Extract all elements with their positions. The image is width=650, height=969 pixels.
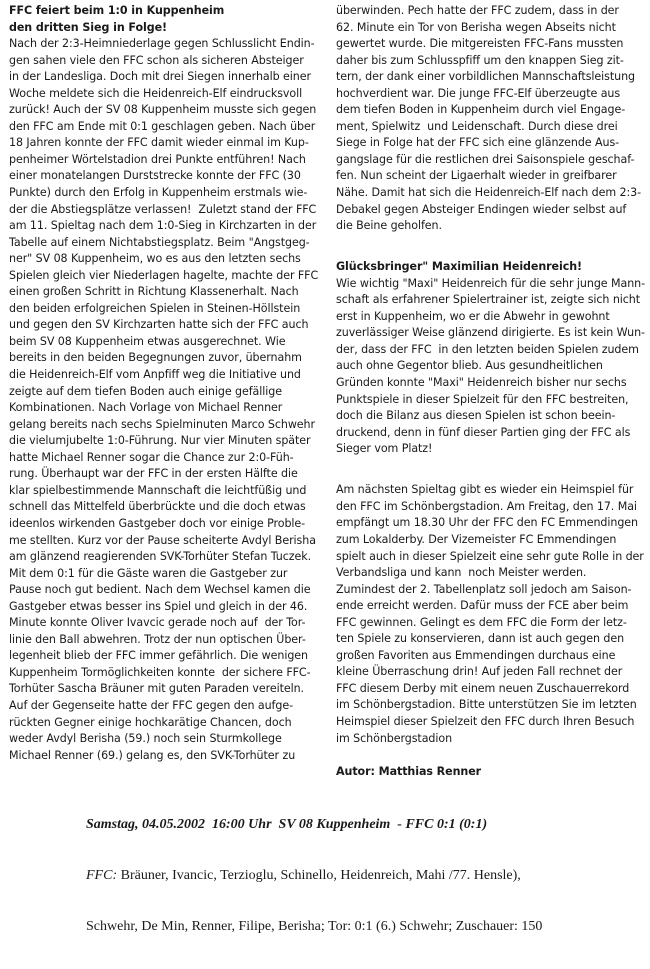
body-text-line: ten Spiele zu konservieren, dann ist auch gegen den xyxy=(336,632,625,646)
body-text-line: me stellten. Kurz vor der Pause scheiterte Avdyl Berisha xyxy=(9,533,316,547)
body-text-line: Debakel gegen Absteiger Endingen wieder selbst auf xyxy=(336,202,627,216)
body-text-line: Punkte) durch den Erfolg in Kuppenheim erstmals wie- xyxy=(9,186,308,200)
body-text-line: kleine Überraschung drin! Auf jeden Fall rechnet der xyxy=(336,665,623,679)
body-text-line: ment, Spielwitz und Leidenschaft. Durch diese drei xyxy=(336,119,618,133)
body-text-line: Michael Renner (69.) gelang es, den SVK-Torhüter zu xyxy=(9,748,296,762)
body-text-line: der die Abstiegsplätze verlassen! Zuletzt stand der FFC xyxy=(9,202,317,216)
body-text-line: fen. Nun scheint der Ligaerhalt wieder in greifbarer xyxy=(336,169,617,183)
body-text-line: tern, der dank einer vorbildlichen Mannschaftsleistung xyxy=(336,70,635,84)
body-text-line: überwinden. Pech hatte der FFC zudem, dass in der xyxy=(336,4,619,17)
lineup-line-1: Bräuner, Ivancic, Terzioglu, Schinello, Heidenreich, Mahi /77. Hensle), xyxy=(117,868,521,883)
body-text-line: bereits in den beiden Begegnungen zuvor, übernahm xyxy=(9,351,302,365)
body-text-line: am 11. Spieltag nach dem 1:0-Sieg in Kirchzarten in der xyxy=(9,219,317,233)
right-column xyxy=(336,3,648,780)
body-text-line: legenheit blieb der FFC immer gefährlich. Die wenigen xyxy=(9,649,308,663)
body-text-line: Pause noch gut bedient. Nach dem Wechsel kamen die xyxy=(9,583,311,597)
body-text-line: 18 Jahren konnte der FFC damit wieder einmal im Kup- xyxy=(9,136,309,150)
body-text-line: der, dass der FFC in den letzten beiden Spielen zudem xyxy=(336,342,639,356)
body-text-line: die Heidenreich-Elf vom Anpfiff weg die Initiative und xyxy=(9,368,301,382)
body-text-line: Punktspiele in dieser Spielzeit für den FFC bestreiten, xyxy=(336,392,629,406)
body-text-line: die vielumjubelte 1:0-Führung. Nur vier Minuten später xyxy=(9,434,311,448)
subheadline: Glücksbringer" Maximilian Heidenreich! xyxy=(336,260,583,274)
body-text-line: gewertet wurde. Die mitgereisten FFC-Fans mussten xyxy=(336,37,624,51)
body-text-line: Heimspiel dieser Spielzeit den FFC durch Ihren Besuch xyxy=(336,714,635,728)
body-text-line: Auf der Gegenseite hatte der FFC gegen den aufge- xyxy=(9,698,293,712)
body-text-line: gelang bereits nach sechs Spielminuten Marco Schwehr xyxy=(9,417,315,431)
body-text-line: penheimer Wörtelstadion drei Punkte entführen! Nach xyxy=(9,152,306,166)
body-text-line: Siege in Folge hat der FFC sich eine glänzende Aus- xyxy=(336,136,620,150)
body-text-line: ende erreicht werden. Dafür muss der FCE aber beim xyxy=(336,599,629,613)
ffc-label: FFC: xyxy=(86,868,118,883)
body-text-line: zuverlässiger Weise glänzend dirigierte. Es ist kein Wun- xyxy=(336,326,645,340)
body-text-line: gangslage für die restlichen drei Saisonspiele geschaf- xyxy=(336,152,635,166)
left-body-text xyxy=(9,36,325,764)
right-body-text-3 xyxy=(336,482,648,747)
body-text-line: empfängt um 18.30 Uhr der FFC den FC Emmendingen xyxy=(336,516,638,530)
match-fixture: SV 08 Kuppenheim - FFC 0:1 (0:1) xyxy=(278,817,488,832)
body-text-line: die Beine geholfen. xyxy=(336,219,442,233)
body-text-line: zurück! Auch der SV 08 Kuppenheim musste sich gegen xyxy=(9,103,317,117)
body-text-line: Verbandsliga und kann noch Meister werden. xyxy=(336,566,587,580)
match-info-line-2 xyxy=(86,867,646,884)
body-text-line: hatte Michael Renner sogar die Chance zur 2:0-Füh- xyxy=(9,450,294,464)
match-date-time: Samstag, 04.05.2002 16:00 Uhr xyxy=(86,817,272,832)
body-text-line: einen großen Schritt in Richtung Klassenerhalt. Nach xyxy=(9,285,299,299)
body-text-line: großen Favoriten aus Emmendingen durchaus eine xyxy=(336,648,616,662)
body-text-line: dem tiefen Boden in Kuppenheim durch viel Engage- xyxy=(336,103,626,117)
body-text-line: schaft als erfahrener Spielertrainer ist, zeigte sich nicht xyxy=(336,293,641,307)
body-text-line: zum Lokalderby. Der Vizemeister FC Emmendingen xyxy=(336,532,617,546)
left-column xyxy=(9,3,325,764)
body-text-line: Kuppenheim Tormöglichkeiten konnte der sichere FFC- xyxy=(9,665,311,679)
body-text-line: doch die Bilanz aus diesen Spielen ist schon beein- xyxy=(336,409,616,423)
body-text-line: hochverdient war. Die junge FFC-Elf überzeugte aus xyxy=(336,86,621,100)
body-text-line: gen sahen viele den FFC schon als sicheren Absteiger xyxy=(9,53,304,67)
headline-line-1: FFC feiert beim 1:0 in Kuppenheim xyxy=(9,4,225,17)
match-info-line-1 xyxy=(86,816,646,833)
body-text-line: auch ohne Gegentor blieb. Aus gesundheitlichen xyxy=(336,359,603,373)
body-text-line: am glänzend reagierenden SVK-Torhüter Stefan Tuczek. xyxy=(9,550,312,564)
right-body-text-1 xyxy=(336,3,648,235)
body-text-line: Gastgeber etwas besser ins Spiel und gleich in der 46. xyxy=(9,599,308,613)
body-text-line: beim SV 08 Kuppenheim etwas ausgerechnet. Wie xyxy=(9,334,286,348)
body-text-line: Sieger vom Platz! xyxy=(336,442,433,456)
body-text-line: Nach der 2:3-Heimniederlage gegen Schlusslicht Endin- xyxy=(9,37,315,51)
body-text-line: Nähe. Damit hat sich die Heidenreich-Elf nach dem 2:3- xyxy=(336,186,642,200)
body-text-line: zeigte auf dem tiefen Boden auch einige gefällige xyxy=(9,384,282,398)
body-text-line: FFC diesem Derby mit einem neuen Zuschauerrekord xyxy=(336,681,630,695)
body-text-line: Am nächsten Spieltag gibt es wieder ein Heimspiel für xyxy=(336,483,634,497)
body-text-line: und gegen den SV Kirchzarten hatte sich der FFC auch xyxy=(9,318,309,332)
body-text-line: klar spielbestimmende Mannschaft die leichtfüßig und xyxy=(9,483,307,497)
body-text-line: FFC gewinnen. Gelingt es dem FFC die Form der letz- xyxy=(336,615,627,629)
body-text-line: schnell das Mittelfeld überbrückte und die doch etwas xyxy=(9,500,306,514)
body-text-line: Torhüter Sascha Bräuner mit guten Paraden vereiteln. xyxy=(9,682,305,696)
body-text-line: 62. Minute ein Tor von Berisha wegen Abseits nicht xyxy=(336,20,616,34)
body-text-line: Spielen gleich vier Niederlagen hagelte, machte der FFC xyxy=(9,268,319,282)
match-info xyxy=(86,782,646,969)
body-text-line: erst in Kuppenheim, wo er die Abwehr in gewohnt xyxy=(336,309,610,323)
body-text-line: daher bis zum Schlusspfiff um den knappen Sieg zit- xyxy=(336,53,624,67)
body-text-line: Woche meldete sich die Heidenreich-Elf eindrucksvoll xyxy=(9,86,303,100)
body-text-line: linie den Ball abwehren. Trotz der nun optischen Über- xyxy=(9,632,306,646)
body-text-line: Tabelle auf einem Nichtabstiegsplatz. Beim "Angstgeg- xyxy=(9,235,310,249)
body-text-line: einer monatelangen Durststrecke konnte der FFC (30 xyxy=(9,169,301,183)
body-text-line: ideenlos wirkenden Gastgeber doch vor einige Proble- xyxy=(9,516,306,530)
body-text-line: druckend, denn in fünf dieser Partien ging der FFC als xyxy=(336,425,631,439)
body-text-line: im Schönbergstadion xyxy=(336,731,453,745)
body-text-line: rückten Gegner einige hochkarätige Chancen, doch xyxy=(9,715,292,729)
author-line: Autor: Matthias Renner xyxy=(336,764,482,778)
body-text-line: Zumindest der 2. Tabellenplatz soll jedoch am Saison- xyxy=(336,582,632,596)
body-text-line: den FFC am Ende mit 0:1 geschlagen geben. Nach über xyxy=(9,119,316,133)
body-text-line: Mit dem 0:1 für die Gäste waren die Gastgeber zur xyxy=(9,566,288,580)
body-text-line: rung. Überhaupt war der FFC in der ersten Hälfte die xyxy=(9,467,298,481)
body-text-line: ner" SV 08 Kuppenheim, wo es aus den letzten sechs xyxy=(9,252,301,266)
body-text-line: Wie wichtig "Maxi" Heidenreich für die sehr junge Mann- xyxy=(336,276,646,290)
body-text-line: den beiden erfolgreichen Spielen in Steinen-Höllstein xyxy=(9,301,301,315)
headline-line-2: den dritten Sieg in Folge! xyxy=(9,20,168,34)
lineup-line-2: Schwehr, De Min, Renner, Filipe, Berisha; Tor: 0:1 (6.) Schwehr; Zuschauer: 150 xyxy=(86,919,543,934)
body-text-line: weder Avdyl Berisha (59.) noch sein Sturmkollege xyxy=(9,732,282,746)
right-body-text-2 xyxy=(336,276,648,458)
body-text-line: Kombinationen. Nach Vorlage von Michael Renner xyxy=(9,401,283,415)
body-text-line: in der Landesliga. Doch mit drei Siegen innerhalb einer xyxy=(9,70,311,84)
body-text-line: im Schönbergstadion. Bitte unterstützen Sie im letzten xyxy=(336,698,637,712)
match-info-line-3 xyxy=(86,918,646,935)
body-text-line: spielt auch in dieser Spielzeit eine sehr gute Rolle in der xyxy=(336,549,644,563)
body-text-line: Gründen konnte "Maxi" Heidenreich bisher nur sechs xyxy=(336,376,627,390)
body-text-line: den FFC im Schönbergstadion. Am Freitag, den 17. Mai xyxy=(336,499,637,513)
body-text-line: Minute konnte Oliver Ivavcic gerade noch auf der Tor- xyxy=(9,616,306,630)
